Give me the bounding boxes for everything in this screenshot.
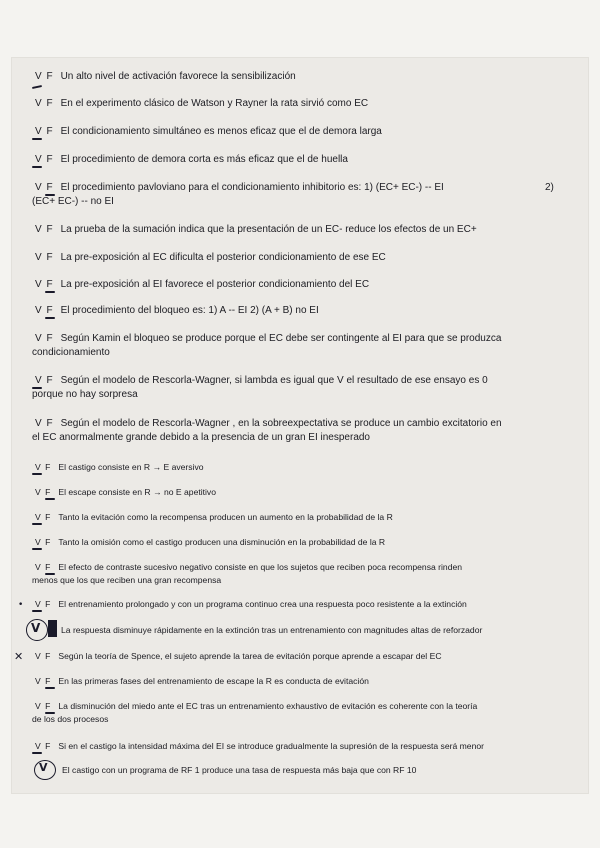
vf-choice[interactable]: V F [35,71,54,82]
scribble-mark [48,620,57,637]
handwritten-underline-v [32,473,42,475]
margin-cross: ✕ [14,650,24,663]
question-7 [35,251,565,265]
handwritten-underline-f [45,317,55,319]
handwritten-underline-f [45,291,55,293]
question-24 [62,764,592,777]
question-5 [32,181,565,209]
question-text: El procedimiento del bloqueo es: 1) A -- EI 2) (A + B) no EI [60,305,319,316]
question-15 [35,511,565,524]
vf-choice[interactable]: V F [35,701,52,711]
question-2 [35,97,565,111]
handwritten-underline-f [45,712,55,714]
vf-choice[interactable]: V F [35,562,52,572]
question-text: El efecto de contraste sucesivo negativo consiste en que los sujetos que reciben poca recompensa rinden [58,562,463,572]
question-22 [32,700,565,726]
vf-choice[interactable]: V F [35,252,54,263]
question-text: Tanto la evitación como la recompensa producen un aumento en la probabilidad de la R [58,512,393,522]
question-text-line2: porque no hay sorpresa [32,389,138,400]
question-text-line2: el EC anormalmente grande debido a la presencia de un gran EI inesperado [32,432,370,443]
vf-choice[interactable]: V F [35,676,52,686]
question-text-line2: menos que los que reciben una gran recompensa [32,575,222,585]
question-16 [35,536,565,549]
question-4 [35,153,565,167]
question-11 [32,374,565,402]
question-text: El procedimiento pavloviano para el condicionamiento inhibitorio es: 1) (EC+ EC-) -- EI [60,182,444,193]
vf-choice[interactable]: V F [35,305,54,316]
question-21 [35,675,565,688]
circled-v-mark: V [31,621,41,635]
handwritten-underline-v [32,610,42,612]
question-text: Según Kamin el bloqueo se produce porque el EC debe ser contingente al EI para que se produzca [60,333,502,344]
vf-choice[interactable]: V F [35,98,54,109]
question-text: En el experimento clásico de Watson y Rayner la rata sirvió como EC [60,98,369,109]
question-text: En las primeras fases del entrenamiento de escape la R es conducta de evitación [58,676,369,686]
question-8 [35,278,565,292]
question-text: Si en el castigo la intensidad máxima del EI se introduce gradualmente la supresión de la respuesta será menor [58,741,485,751]
handwritten-underline-f [45,194,55,196]
vf-choice[interactable]: V F [35,537,52,547]
question-text: El entrenamiento prolongado y con un programa continuo crea una respuesta poco resistente a la extinción [58,599,467,609]
handwritten-underline-v [32,387,42,389]
question-20 [35,650,565,663]
question-1 [35,70,565,84]
question-9 [35,304,565,318]
handwritten-underline-f [45,498,55,500]
vf-choice[interactable]: V F [35,375,54,386]
question-10 [32,332,565,360]
question-text: Según el modelo de Rescorla-Wagner , en la sobreexpectativa se produce un cambio excitatorio en [60,418,502,429]
handwritten-underline-v [32,166,42,168]
vf-choice[interactable]: V F [35,462,52,472]
vf-choice[interactable]: V F [35,512,52,522]
question-18 [35,598,565,611]
question-text: La pre-exposición al EI favorece el posterior condicionamiento del EC [60,279,370,290]
question-text: La prueba de la sumación indica que la presentación de un EC- reduce los efectos de un EC+ [60,224,477,235]
question-text: El castigo consiste en R → E aversivo [58,462,204,472]
handwritten-underline-f [45,687,55,689]
question-6 [35,223,565,237]
question-text: El procedimiento de demora corta es más eficaz que el de huella [60,154,348,165]
vf-choice[interactable]: V F [35,279,54,290]
question-text: Un alto nivel de activación favorece la sensibilización [60,71,296,82]
vf-choice[interactable]: V F [35,333,54,344]
question-text-line2: (EC+ EC-) -- no EI [32,196,114,207]
question-text: La pre-exposición al EC dificulta el posterior condicionamiento de ese EC [60,252,386,263]
handwritten-underline-v [32,138,42,140]
margin-dot: • [18,600,24,610]
question-text: El escape consiste en R → no E apetitivo [58,487,217,497]
question-13 [35,461,565,474]
circled-v-mark: V [39,761,48,774]
handwritten-underline-f [45,573,55,575]
question-text: Según el modelo de Rescorla-Wagner, si lambda es igual que V el resultado de ese ensayo es 0 [60,375,488,386]
vf-choice[interactable]: V F [35,651,52,661]
question-text: La disminución del miedo ante el EC tras un entrenamiento exhaustivo de evitación es coherente con la teoría [58,701,478,711]
vf-choice[interactable]: V F [35,154,54,165]
question-14 [35,486,565,499]
question-text-line2: condicionamiento [32,347,110,358]
question-19 [61,624,591,637]
vf-choice[interactable]: V F [35,418,54,429]
vf-choice[interactable]: V F [35,182,54,193]
question-text: La respuesta disminuye rápidamente en la extinción tras un entrenamiento con magnitudes altas de reforzador [61,625,483,635]
handwritten-underline-v [32,548,42,550]
question-text: Según la teoría de Spence, el sujeto aprende la tarea de evitación porque aprende a escapar del EC [58,651,442,661]
question-text-end: 2) [545,182,554,193]
question-12 [32,417,565,445]
question-text: El castigo con un programa de RF 1 produce una tasa de respuesta más baja que con RF 10 [62,765,417,775]
vf-choice[interactable]: V F [35,487,52,497]
question-text-line2: de los dos procesos [32,714,109,724]
question-3 [35,125,565,139]
vf-choice[interactable]: V F [35,224,54,235]
vf-choice[interactable]: V F [35,126,54,137]
question-text: Tanto la omisión como el castigo producen una disminución en la probabilidad de la R [58,537,386,547]
question-23 [35,740,565,753]
handwritten-underline-v [32,752,42,754]
handwritten-underline-v [32,523,42,525]
question-17 [32,561,565,587]
vf-choice[interactable]: V F [35,741,52,751]
vf-choice[interactable]: V F [35,599,52,609]
question-text: El condicionamiento simultáneo es menos eficaz que el de demora larga [60,126,382,137]
